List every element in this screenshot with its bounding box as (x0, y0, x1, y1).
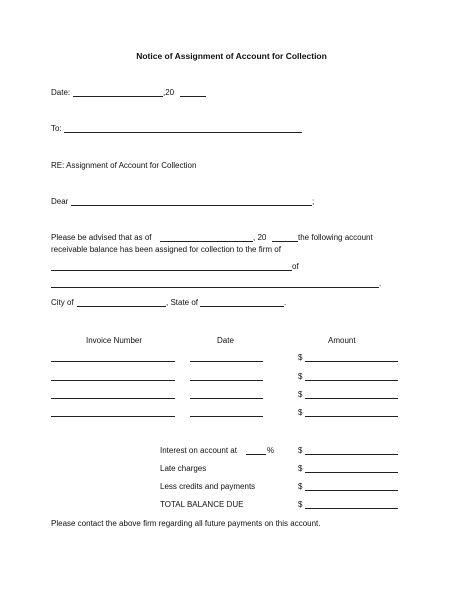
amount-currency: $ (298, 390, 303, 399)
late-charges-currency: $ (298, 464, 303, 473)
date-label: Date: (51, 88, 71, 97)
invoice-date-field[interactable] (190, 416, 263, 417)
amount-field[interactable] (305, 398, 398, 399)
amount-field[interactable] (305, 380, 398, 381)
credits-currency: $ (298, 482, 303, 491)
total-balance-field[interactable] (305, 508, 398, 509)
percent-sign: % (267, 446, 275, 455)
amount-currency: $ (298, 372, 303, 381)
re-line: RE: Assignment of Account for Collection (51, 161, 197, 170)
header-invoice-number: Invoice Number (86, 336, 143, 345)
amount-field[interactable] (305, 416, 398, 417)
credits-field[interactable] (305, 490, 398, 491)
header-date: Date (217, 336, 234, 345)
as-of-year-field[interactable] (272, 241, 298, 242)
year-field[interactable] (180, 96, 206, 97)
invoice-date-field[interactable] (190, 398, 263, 399)
late-charges-label: Late charges (160, 464, 207, 473)
credits-label: Less credits and payments (160, 482, 256, 491)
city-field[interactable] (77, 306, 166, 307)
body-period: . (379, 279, 382, 288)
total-currency: $ (298, 500, 303, 509)
firm-name-field[interactable] (51, 270, 292, 271)
interest-currency: $ (298, 446, 303, 455)
date-year-label: ,20 (163, 88, 175, 97)
body-text-1: Please be advised that as of (51, 233, 152, 242)
invoice-number-field[interactable] (51, 398, 175, 399)
amount-currency: $ (298, 408, 303, 417)
state-field[interactable] (200, 306, 284, 307)
amount-currency: $ (298, 353, 303, 362)
body-text-4: receivable balance has been assigned for collection to the firm of (51, 245, 281, 254)
firm-address-field[interactable] (51, 287, 379, 288)
as-of-date-field[interactable] (160, 241, 253, 242)
date-field[interactable] (73, 96, 163, 97)
invoice-number-field[interactable] (51, 361, 175, 362)
invoice-number-field[interactable] (51, 380, 175, 381)
body-of-text: of (292, 262, 299, 271)
footer-note: Please contact the above firm regarding all future payments on this account. (51, 519, 321, 528)
interest-label: Interest on account at (160, 446, 237, 455)
total-balance-label: TOTAL BALANCE DUE (160, 500, 244, 509)
invoice-number-field[interactable] (51, 416, 175, 417)
invoice-date-field[interactable] (190, 361, 263, 362)
state-label: , State of (166, 298, 199, 307)
amount-field[interactable] (305, 361, 398, 362)
to-label: To: (51, 124, 62, 133)
body-text-2: , 20 (253, 233, 267, 242)
city-label: City of (51, 298, 74, 307)
interest-amount-field[interactable] (305, 454, 398, 455)
late-charges-field[interactable] (305, 472, 398, 473)
dear-field[interactable] (71, 205, 312, 206)
to-field[interactable] (64, 132, 302, 133)
dear-end: ; (312, 197, 315, 206)
state-end: . (284, 298, 287, 307)
dear-label: Dear (51, 197, 69, 206)
body-text-3: the following account (298, 233, 373, 242)
interest-rate-field[interactable] (246, 454, 266, 455)
document-title: Notice of Assignment of Account for Collection (136, 51, 327, 61)
invoice-date-field[interactable] (190, 380, 263, 381)
header-amount: Amount (328, 336, 356, 345)
